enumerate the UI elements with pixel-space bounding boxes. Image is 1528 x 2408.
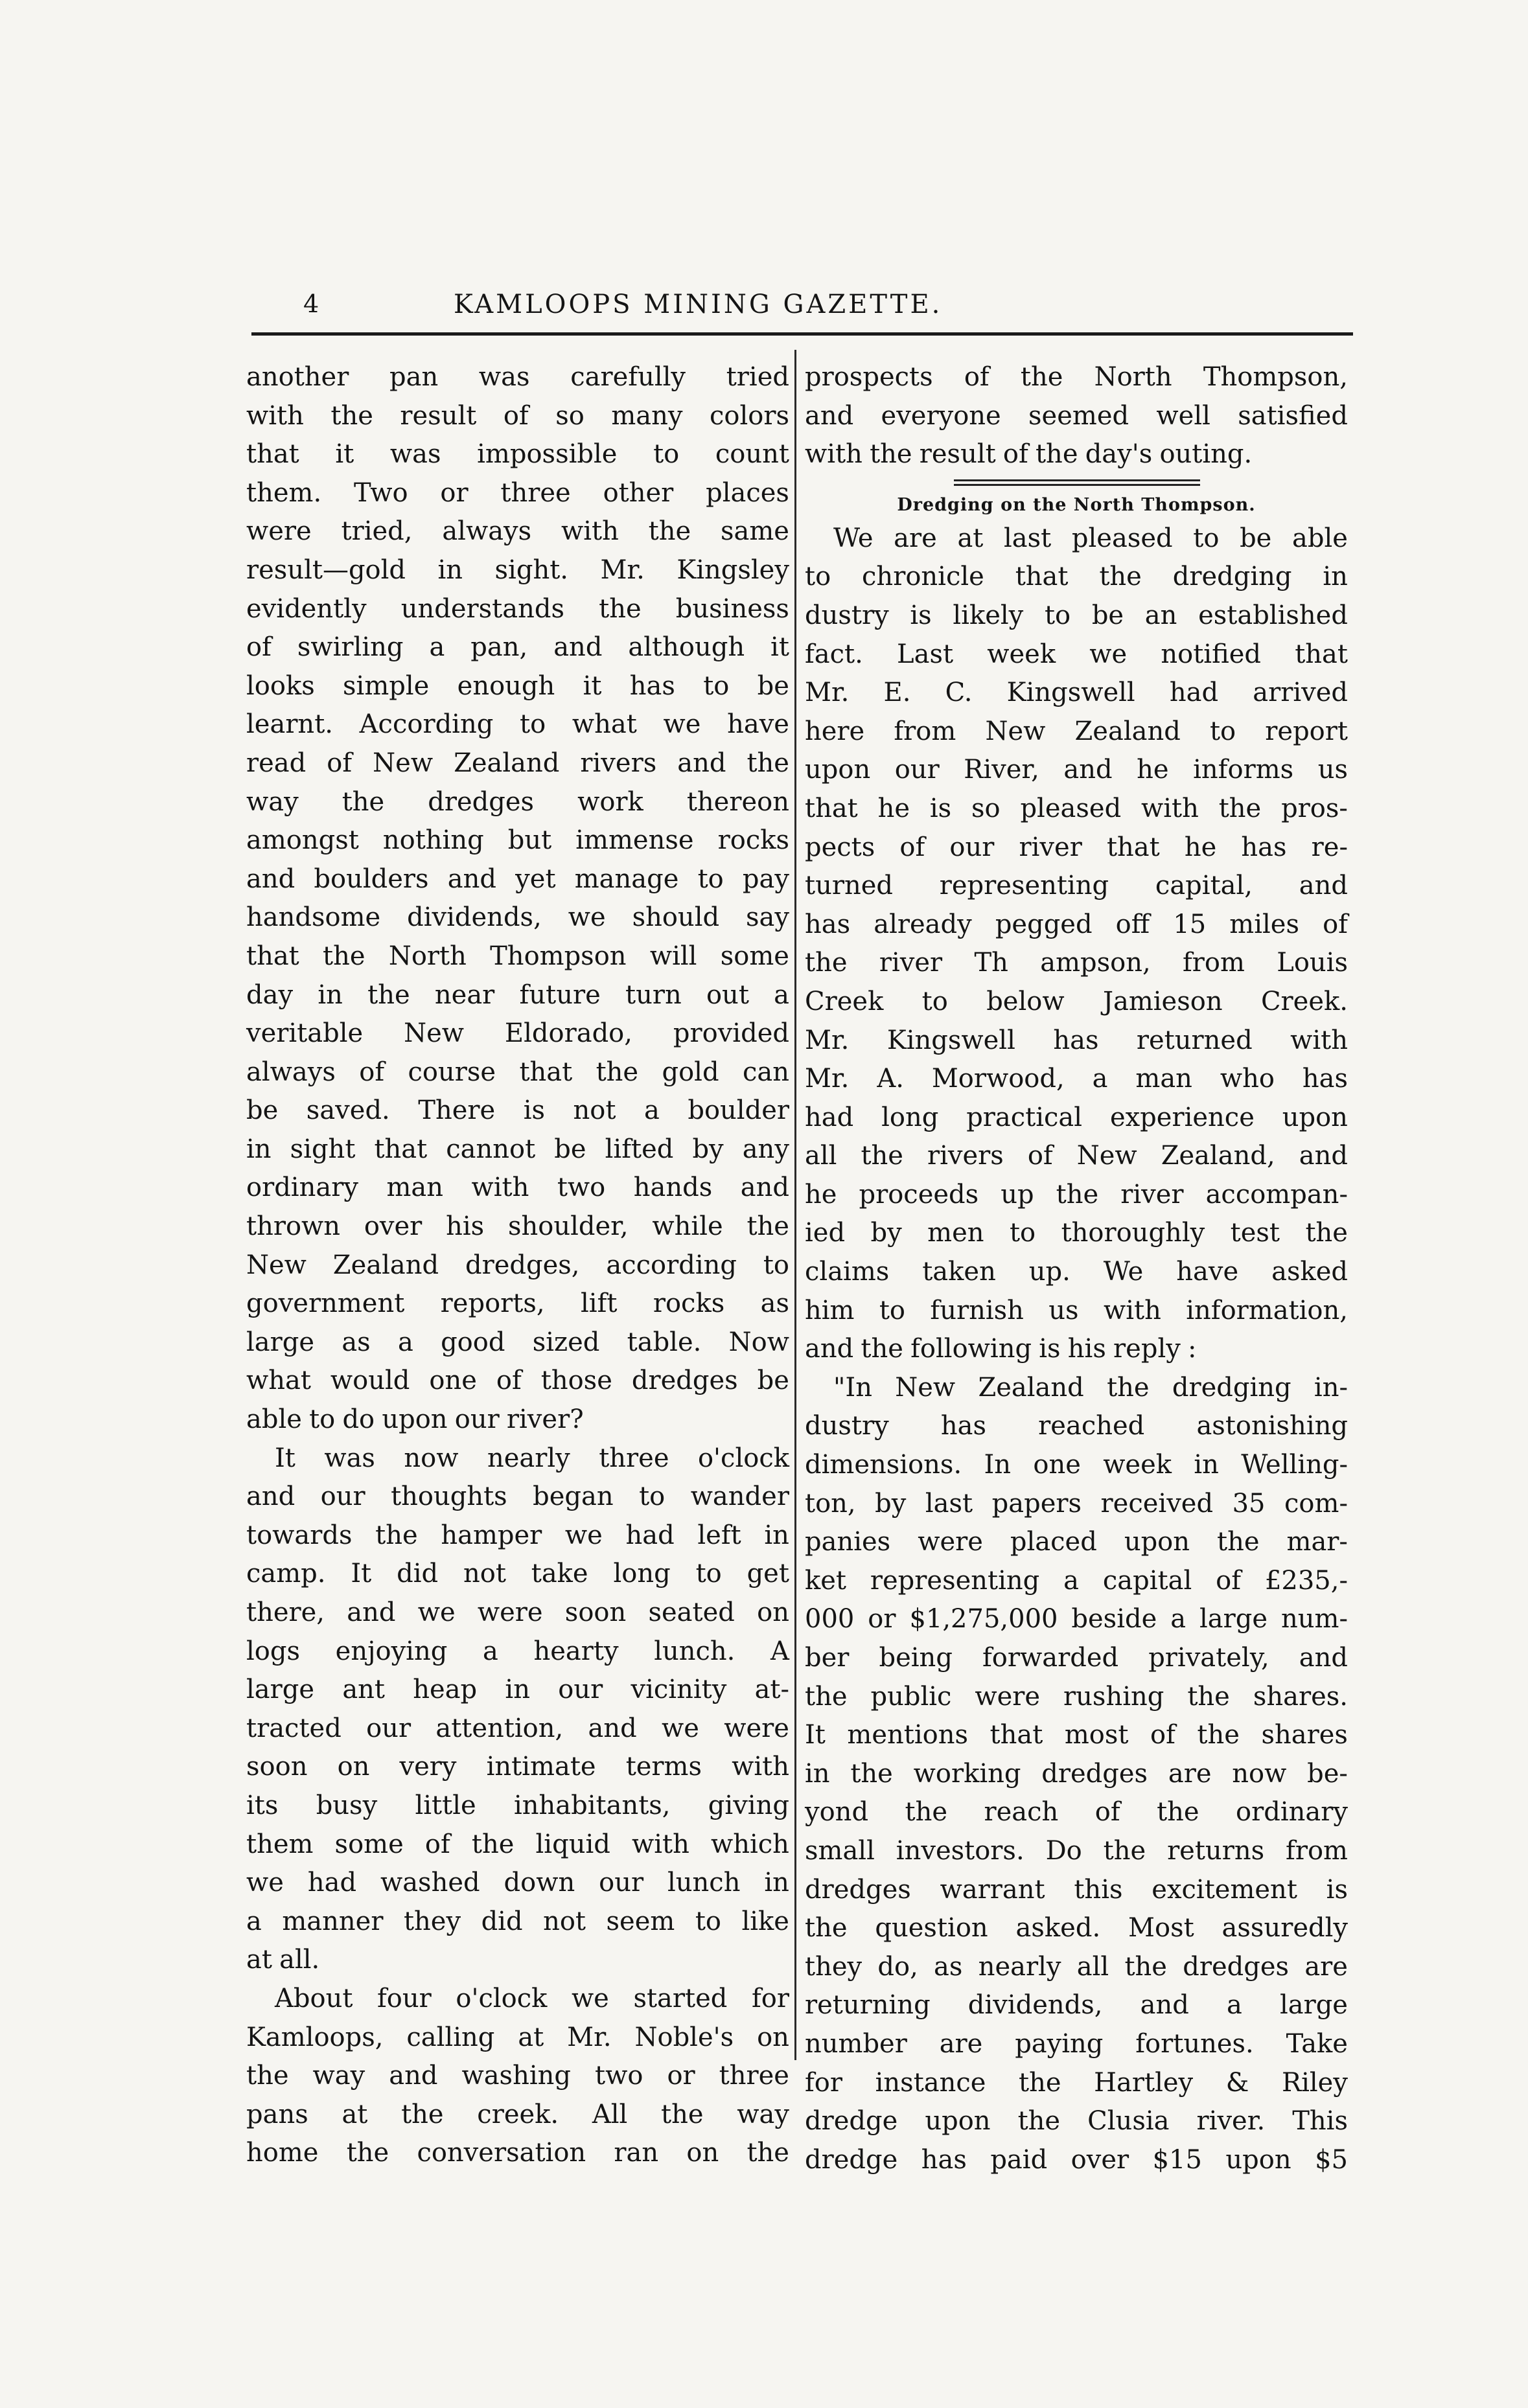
text-line: and the following is his reply :: [805, 1334, 1197, 1364]
text-line: Kamloops, calling at Mr. Noble's on: [246, 2022, 789, 2052]
text-line: dredges warrant this excitement is: [805, 1874, 1348, 1905]
text-line: that he is so pleased with the pros-: [805, 793, 1348, 823]
text-line: the river Th ampson, from Louis: [805, 948, 1348, 978]
text-line: of swirling a pan, and although it: [246, 632, 789, 663]
text-line: yond the reach of the ordinary: [805, 1797, 1348, 1828]
text-line: for instance the Hartley & Riley: [805, 2067, 1348, 2098]
text-line: camp. It did not take long to get: [246, 1559, 789, 1589]
text-line: read of New Zealand rivers and the: [246, 748, 789, 778]
text-line: ton, by last papers received 35 com-: [805, 1488, 1348, 1519]
text-line: that the North Thompson will some: [246, 941, 789, 971]
article-subhead: Dredging on the North Thompson.: [897, 494, 1256, 515]
text-line: the way and washing two or three: [246, 2061, 789, 2091]
text-line: ber being forwarded privately, and: [805, 1643, 1348, 1673]
running-head: KAMLOOPS MINING GAZETTE.: [454, 290, 943, 319]
text-line: Mr. E. C. Kingswell had arrived: [805, 678, 1348, 708]
text-line: them some of the liquid with which: [246, 1829, 789, 1859]
text-line: number are paying fortunes. Take: [805, 2028, 1348, 2059]
text-line: its busy little inhabitants, giving: [246, 1790, 789, 1820]
text-line: always of course that the gold can: [246, 1057, 789, 1087]
text-line: Creek to below Jamieson Creek.: [805, 986, 1348, 1016]
text-line: that it was impossible to count: [246, 439, 789, 470]
text-line: pects of our river that he has re-: [805, 832, 1348, 862]
text-line: way the dredges work thereon: [246, 786, 789, 817]
text-line: We are at last pleased to be able: [833, 523, 1348, 553]
text-line: had long practical experience upon: [805, 1102, 1348, 1132]
text-line: towards the hamper we had left in: [246, 1520, 789, 1550]
text-line: in sight that cannot be lifted by any: [246, 1134, 789, 1164]
text-line: pans at the creek. All the way: [246, 2099, 789, 2129]
text-line: all the rivers of New Zealand, and: [805, 1141, 1348, 1171]
text-line: what would one of those dredges be: [246, 1366, 789, 1396]
text-line: dredge upon the Clusia river. This: [805, 2106, 1348, 2137]
text-line: he proceeds up the river accompan-: [805, 1179, 1348, 1210]
text-line: claims taken up. We have asked: [805, 1257, 1348, 1287]
text-line: a manner they did not seem to like: [246, 1906, 789, 1936]
text-line: and our thoughts began to wander: [246, 1482, 789, 1512]
column-divider: [794, 350, 796, 2060]
text-line: dustry is likely to be an established: [805, 600, 1348, 630]
text-line: another pan was carefully tried: [246, 362, 789, 392]
text-line: fact. Last week we notified that: [805, 639, 1348, 669]
text-line: About four o'clock we started for: [275, 1983, 789, 2013]
text-line: "In New Zealand the dredging in-: [833, 1372, 1348, 1403]
left-column: [246, 358, 789, 2173]
text-line: able to do upon our river?: [246, 1405, 584, 1435]
text-line: with the result of the day's outing.: [805, 439, 1253, 470]
text-line: dustry has reached astonishing: [805, 1411, 1348, 1441]
text-line: the question asked. Most assuredly: [805, 1913, 1348, 1944]
text-line: the public were rushing the shares.: [805, 1681, 1348, 1712]
text-line: ordinary man with two hands and: [246, 1173, 789, 1203]
text-line: to chronicle that the dredging in: [805, 562, 1348, 592]
text-line: and everyone seemed well satisfied: [805, 400, 1348, 431]
text-line: looks simple enough it has to be: [246, 671, 789, 701]
text-line: here from New Zealand to report: [805, 716, 1348, 746]
text-line: and boulders and yet manage to pay: [246, 864, 789, 894]
text-line: they do, as nearly all the dredges are: [805, 1951, 1348, 1982]
text-line: veritable New Eldorado, provided: [246, 1018, 789, 1049]
right-column: [805, 358, 1348, 2179]
text-line: Mr. A. Morwood, a man who has: [805, 1064, 1348, 1094]
section-rule: [805, 474, 1348, 491]
text-line: upon our River, and he informs us: [805, 755, 1348, 785]
text-line: dredge has paid over $15 upon $5: [805, 2144, 1348, 2175]
text-line: has already pegged off 15 miles of: [805, 909, 1348, 939]
right-column-body: [805, 520, 1348, 2180]
text-line: evidently understands the business: [246, 593, 789, 624]
text-line: It was now nearly three o'clock: [275, 1443, 789, 1473]
text-line: handsome dividends, we should say: [246, 902, 789, 933]
header-rule: [251, 332, 1353, 336]
text-line: prospects of the North Thompson,: [805, 362, 1348, 392]
text-line: small investors. Do the returns from: [805, 1835, 1348, 1866]
text-line: them. Two or three other places: [246, 477, 789, 508]
text-line: soon on very intimate terms with: [246, 1752, 789, 1782]
right-column-intro: [805, 358, 1348, 474]
text-line: we had washed down our lunch in: [246, 1868, 789, 1898]
text-line: Mr. Kingswell has returned with: [805, 1025, 1348, 1055]
text-line: ied by men to thoroughly test the: [805, 1218, 1348, 1248]
text-line: It mentions that most of the shares: [805, 1720, 1348, 1750]
text-line: panies were placed upon the mar-: [805, 1527, 1348, 1557]
text-line: in the working dredges are now be-: [805, 1758, 1348, 1789]
text-line: large ant heap in our vicinity at-: [246, 1675, 789, 1705]
text-line: thrown over his shoulder, while the: [246, 1211, 789, 1242]
text-line: result—gold in sight. Mr. Kingsley: [246, 555, 789, 585]
text-line: at all.: [246, 1945, 320, 1975]
text-line: him to furnish us with information,: [805, 1295, 1348, 1325]
text-line: day in the near future turn out a: [246, 980, 789, 1010]
text-line: large as a good sized table. Now: [246, 1327, 789, 1357]
text-line: tracted our attention, and we were: [246, 1713, 789, 1743]
text-line: dimensions. In one week in Welling-: [805, 1450, 1348, 1480]
text-line: amongst nothing but immense rocks: [246, 825, 789, 856]
text-line: be saved. There is not a boulder: [246, 1095, 789, 1126]
page-number: 4: [303, 290, 319, 318]
text-line: learnt. According to what we have: [246, 709, 789, 740]
text-line: turned representing capital, and: [805, 871, 1348, 901]
text-line: home the conversation ran on the: [246, 2138, 789, 2168]
text-line: New Zealand dredges, according to: [246, 1250, 789, 1280]
text-line: 000 or $1,275,000 beside a large num-: [805, 1604, 1348, 1634]
text-line: were tried, always with the same: [246, 516, 789, 547]
text-line: government reports, lift rocks as: [246, 1289, 789, 1319]
text-line: with the result of so many colors: [246, 400, 789, 431]
text-line: logs enjoying a hearty lunch. A: [246, 1636, 789, 1666]
text-line: ket representing a capital of £235,-: [805, 1565, 1348, 1596]
text-line: returning dividends, and a large: [805, 1990, 1348, 2021]
text-line: there, and we were soon seated on: [246, 1598, 789, 1627]
